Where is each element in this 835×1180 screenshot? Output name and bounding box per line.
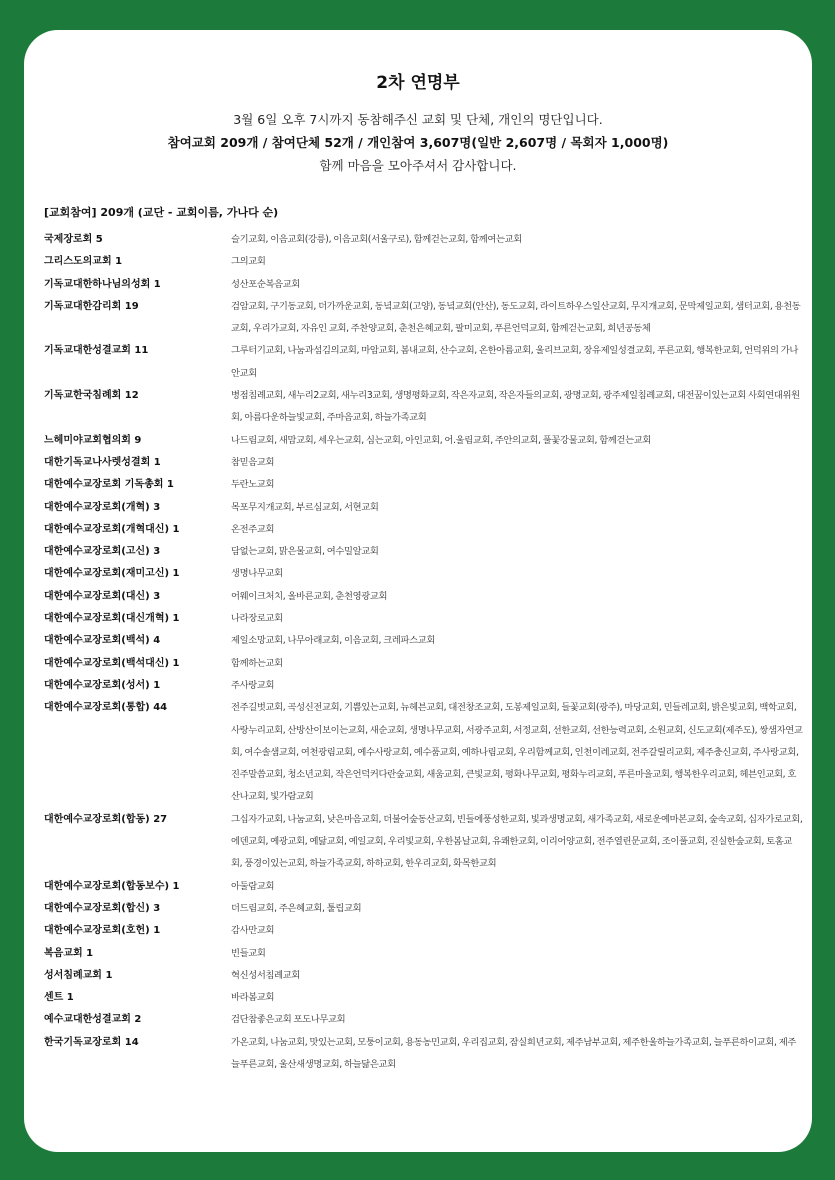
denomination-row	[44, 563, 804, 585]
denomination-row	[44, 229, 804, 251]
denomination-row	[44, 274, 804, 296]
intro-text	[24, 108, 812, 177]
denomination-row	[44, 898, 804, 920]
denomination-row	[44, 340, 804, 385]
denomination-name: 대한예수교장로회(호헌) 1	[44, 925, 161, 937]
denomination-row	[44, 630, 804, 652]
church-names: 빈들교회	[231, 947, 266, 959]
denomination-row	[44, 474, 804, 496]
denomination-name: 대한예수교장로회(합동) 27	[44, 813, 168, 825]
denomination-row	[44, 1009, 804, 1031]
denomination-name: 대한예수교장로회(대신) 3	[44, 590, 161, 602]
denomination-name: 복음교회 1	[44, 947, 94, 959]
denomination-row	[44, 541, 804, 563]
church-names: 나드림교회, 새맘교회, 세우는교회, 심는교회, 아인교회, 어.울림교회, 주안의교회, 풀꽃강물교회, 함께걷는교회	[231, 434, 652, 446]
denomination-name: 느헤미야교회협의회 9	[44, 434, 142, 446]
denomination-row	[44, 385, 804, 430]
church-list	[44, 229, 804, 1076]
denomination-name: 기독교대한하나님의성회 1	[44, 278, 161, 290]
denomination-name: 대한예수교장로회(성서) 1	[44, 679, 161, 691]
denomination-row	[44, 920, 804, 942]
church-names: 감사만교회	[231, 925, 275, 937]
denomination-row	[44, 653, 804, 675]
church-names: 가온교회, 나눔교회, 맛있는교회, 모퉁이교회, 용동농민교회, 우리집교회, 잠실희년교회, 제주남부교회, 제주한울하늘가족교회, 늘푸른하이교회, 제주 늘푸른교회, 울산새생명교회, 하늘닮은교회	[231, 1036, 796, 1070]
denomination-name: 대한예수교장로회(합신) 3	[44, 902, 161, 914]
denomination-row	[44, 1032, 804, 1077]
denomination-name: 기독교대한감리회 19	[44, 300, 139, 312]
church-names: 두란노교회	[231, 479, 275, 491]
document-card	[24, 30, 812, 1152]
denomination-row	[44, 296, 804, 341]
church-names: 그의교회	[231, 256, 266, 268]
intro-line-date: 3월 6일 오후 7시까지 동참해주신 교회 및 단체, 개인의 명단입니다.	[233, 112, 603, 127]
denomination-name: 그리스도의교회 1	[44, 256, 123, 268]
church-names: 더드림교회, 주은혜교회, 툴립교회	[231, 902, 362, 914]
denomination-name: 국제장로회 5	[44, 234, 103, 245]
church-names: 참믿음교회	[231, 456, 275, 468]
denomination-row	[44, 965, 804, 987]
church-names: 생명나무교회	[231, 568, 283, 580]
church-names: 검단참좋은교회 포도나무교회	[231, 1014, 346, 1026]
denomination-row	[44, 519, 804, 541]
denomination-row	[44, 251, 804, 273]
church-names: 온전주교회	[231, 523, 275, 535]
church-names: 그십자가교회, 나눔교회, 낮은마음교회, 더불어숲동산교회, 빈들에풍성한교회, 빛과생명교회, 새가족교회, 새로운예마본교회, 숲속교회, 십자가로교회, 에덴교회, 예광교회, 예닮교회, 예일교회, 우리빛교회, 우한봄날교회, 유쾌한교회, 이리어양교회, 전주열린문교회, 조이풀교회, 진실한숲교회, 토홈교회, 풍경이있는교회, 하늘가족교회, 하하교회, 한우리교회, 화목한교회	[231, 813, 803, 870]
church-names: 검암교회, 구기동교회, 더가까운교회, 동녘교회(고양), 동녘교회(안산), 동도교회, 라이트하우스일산교회, 무지개교회, 문막제일교회, 샘터교회, 용천동교회, 우리가교회, 자유인 교회, 주찬양교회, 춘천은혜교회, 팔미교회, 푸른언덕교회, 함께걷는교회, 희년공동체	[231, 300, 801, 335]
church-names: 함께하는교회	[231, 657, 283, 669]
denomination-name: 기독교대한성결교회 11	[44, 345, 149, 357]
church-names: 병점침례교회, 새누리2교회, 새누리3교회, 생명평화교회, 작은자교회, 작은자들의교회, 광명교회, 광주제일침례교회, 대전꿈이있는교회 사회연대위원회, 아름다운하늘빛교회, 주마음교회, 하늘가족교회	[231, 390, 800, 424]
denomination-name: 대한예수교장로회(고신) 3	[44, 546, 161, 558]
church-names: 슬기교회, 이음교회(강릉), 이음교회(서울구로), 함께걷는교회, 함께여는교회	[231, 234, 522, 245]
church-names: 바라봄교회	[231, 992, 275, 1004]
denomination-row	[44, 497, 804, 519]
denomination-name: 대한예수교장로회(백석) 4	[44, 635, 161, 647]
denomination-row	[44, 809, 804, 876]
denomination-row	[44, 608, 804, 630]
denomination-name: 기독교한국침례회 12	[44, 390, 139, 402]
church-names: 혁신성서침례교회	[231, 969, 301, 981]
denomination-row	[44, 586, 804, 608]
church-names: 목포무지개교회, 부르심교회, 서현교회	[231, 501, 379, 513]
page-title: 2차 연명부	[376, 73, 460, 93]
church-names: 전주길벗교회, 곡성신전교회, 기쁨있는교회, 뉴헤븐교회, 대전창조교회, 도봉제일교회, 들꽃교회(광주), 마당교회, 민들레교회, 밝은빛교회, 백학교회, 사랑누리교회, 산방산이보이는교회, 새순교회, 생명나무교회, 서광주교회, 서정교회, 선한교회, 선한능력교회, 소원교회, 신도교회(제주도), 쌍샘자연교회, 여수솔샘교회, 여천광림교회, 예수사랑교회, 예수품교회, 예하나림교회, 우리함께교회, 인천이레교회, 전주갈릴리교회, 제주충신교회, 주사랑교회, 진주말씀교회, 청소년교회, 작은언덕커다란숲교회, 새움교회, 큰빛교회, 평화나무교회, 평화누리교회, 푸른마을교회, 행복한우리교회, 헤븐인교회, 호산나교회, 빛가람교회	[231, 702, 803, 803]
denomination-row	[44, 430, 804, 452]
intro-line-totals: 참여교회 209개 / 참여단체 52개 / 개인참여 3,607명(일반 2,607명 / 목회자 1,000명)	[167, 135, 669, 150]
church-names: 어웨이크처치, 올바른교회, 춘천영광교회	[231, 590, 388, 602]
denomination-row	[44, 697, 804, 808]
intro-line-thanks: 함께 마음을 모아주셔서 감사합니다.	[319, 158, 517, 173]
denomination-name: 센트 1	[44, 992, 74, 1004]
denomination-name: 한국기독교장로회 14	[44, 1036, 139, 1048]
denomination-name: 대한예수교장로회(개혁) 3	[44, 501, 161, 513]
denomination-name: 예수교대한성결교회 2	[44, 1014, 142, 1026]
denomination-name: 성서침례교회 1	[44, 969, 113, 981]
church-names: 담없는교회, 맑은물교회, 여수밀알교회	[231, 546, 379, 558]
denomination-row	[44, 452, 804, 474]
section-heading: [교회참여] 209개 (교단 - 교회이름, 가나다 순)	[44, 206, 279, 219]
denomination-name: 대한예수교장로회(합동보수) 1	[44, 880, 180, 892]
denomination-name: 대한예수교장로회(재미고신) 1	[44, 568, 180, 580]
denomination-name: 대한기독교나사렛성결회 1	[44, 456, 161, 468]
denomination-name: 대한예수교장로회(개혁대신) 1	[44, 523, 180, 535]
denomination-name: 대한예수교장로회 기독총회 1	[44, 479, 174, 491]
denomination-row	[44, 943, 804, 965]
denomination-row	[44, 987, 804, 1009]
denomination-name: 대한예수교장로회(대신개혁) 1	[44, 613, 180, 625]
church-names: 주사랑교회	[231, 679, 275, 691]
church-names: 나라장로교회	[231, 613, 283, 625]
denomination-name: 대한예수교장로회(백석대신) 1	[44, 657, 180, 669]
denomination-row	[44, 675, 804, 697]
church-names: 아둘람교회	[231, 880, 275, 892]
church-names: 제일소망교회, 나무아래교회, 이음교회, 크레파스교회	[231, 635, 436, 647]
denomination-row	[44, 876, 804, 898]
church-names: 그루터기교회, 나눔과섬김의교회, 마암교회, 봄내교회, 산수교회, 온한아름교회, 울리브교회, 장유제일성결교회, 푸른교회, 행복한교회, 언덕위의 가나안교회	[231, 345, 799, 379]
denomination-name: 대한예수교장로회(통합) 44	[44, 702, 168, 714]
church-names: 성산포순복음교회	[231, 278, 301, 290]
